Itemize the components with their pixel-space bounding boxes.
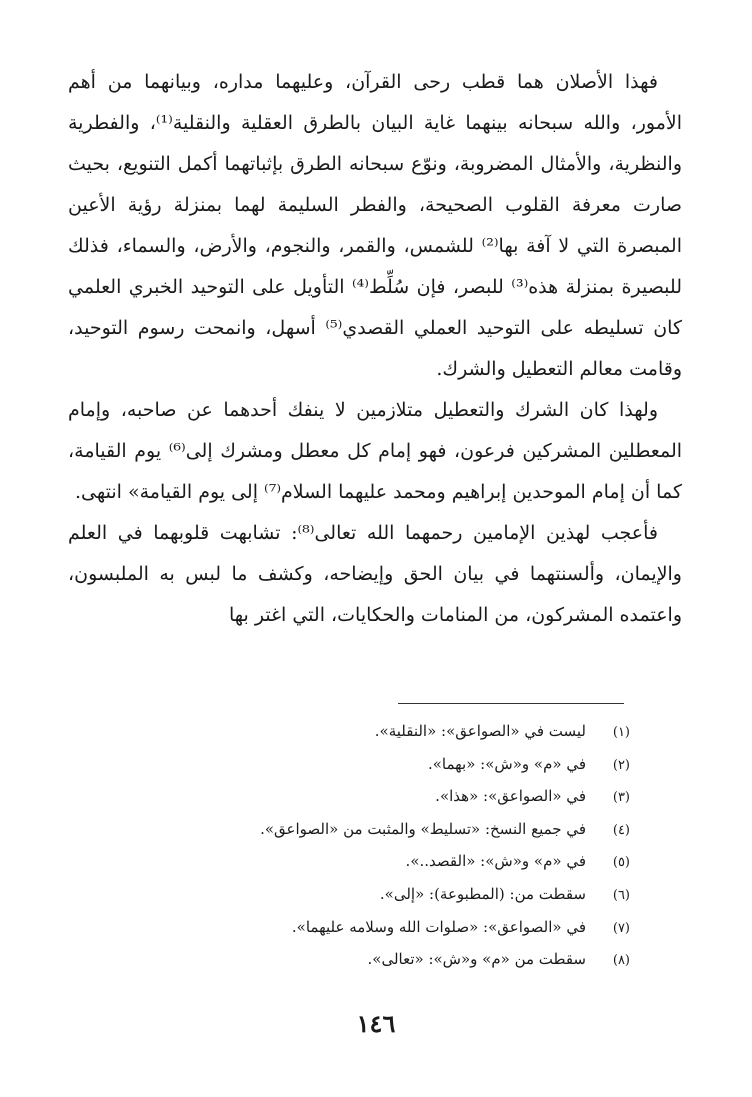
footnote-number: (٧)	[612, 920, 630, 936]
footnote-text: في «الصواعق»: «هذا».	[435, 787, 586, 806]
footnote-text: في «الصواعق»: «صلوات الله وسلامه عليهما».	[291, 917, 586, 936]
footnote-item	[60, 780, 630, 813]
footnote-text: في «م» و«ش»: «القصد..».	[405, 852, 586, 871]
footnote-item	[60, 911, 630, 944]
footnote-item	[60, 878, 630, 911]
footnote-text: ليست في «الصواعق»: «النقلية».	[374, 722, 586, 740]
main-text	[68, 62, 682, 636]
footnote-number: (٣)	[612, 790, 630, 806]
footnote-text: سقطت من «م» و«ش»: «تعالى».	[367, 950, 586, 969]
footnote-item	[60, 845, 630, 878]
footnotes-list	[60, 715, 630, 976]
footnote-item	[60, 943, 630, 976]
footnote-text: في جميع النسخ: «تسليط» والمثبت من «الصواعق».	[260, 819, 586, 838]
footnote-number: (٥)	[612, 855, 630, 871]
footnote-number: (١)	[612, 725, 630, 740]
footnote-number: (٨)	[612, 953, 630, 969]
footnote-number: (٦)	[612, 887, 630, 903]
footnote-number: (٤)	[612, 822, 630, 838]
paragraph-1: فهذا الأصلان هما قطب رحى القرآن، وعليهما مداره، وبيانهما من أهم الأمور، والله سبحانه بينهما غاية البيان بالطرق العقلية والنقلية⁽¹⁾، والفطرية والنظرية، والأمثال المضروبة، ونوّع سبحانه الطرق بإثباتهما أكمل التنويع، بحيث صارت معرفة القلوب الصحيحة، والفطر السليمة لهما بمنزلة رؤية الأعين المبصرة التي لا آفة بها⁽²⁾ للشمس، والقمر، والنجوم، والأرض، والسماء، فذلك للبصيرة بمنزلة هذه⁽³⁾ للبصر، فإن سُلِّط⁽⁴⁾ التأويل على التوحيد الخبري العلمي كان تسليطه على التوحيد العملي القصدي⁽⁵⁾ أسهل، وانمحت رسوم التوحيد، وقامت معالم التعطيل والشرك.	[68, 71, 683, 380]
footnote-item	[60, 748, 630, 781]
footnote-divider	[398, 703, 624, 704]
footnote-item	[60, 715, 630, 748]
page-number: ١٤٦	[356, 1009, 396, 1038]
footnote-number: (٢)	[612, 757, 630, 773]
paragraph-2: ولهذا كان الشرك والتعطيل متلازمين لا ينفك أحدهما عن صاحبه، وإمام المعطلين المشركين فرعون، فهو إمام كل معطل ومشرك إلى⁽⁶⁾ يوم القيامة، كما أن إمام الموحدين إبراهيم ومحمد عليهما السلام⁽⁷⁾ إلى يوم القيامة» انتهى.	[68, 399, 683, 503]
footnote-text: سقطت من: (المطبوعة): «إلى».	[379, 884, 586, 903]
footnote-text: في «م» و«ش»: «بهما».	[427, 754, 586, 773]
footnote-item	[60, 813, 630, 846]
paragraph-3: فأعجب لهذين الإمامين رحمهما الله تعالى⁽⁸⁾: تشابهت قلوبهما في العلم والإيمان، وألسنتهما في بيان الحق وإيضاحه، وكشف ما لبس به الملبسون، واعتمده المشركون، من المنامات والحكايات، التي اغتر بها	[68, 522, 682, 626]
